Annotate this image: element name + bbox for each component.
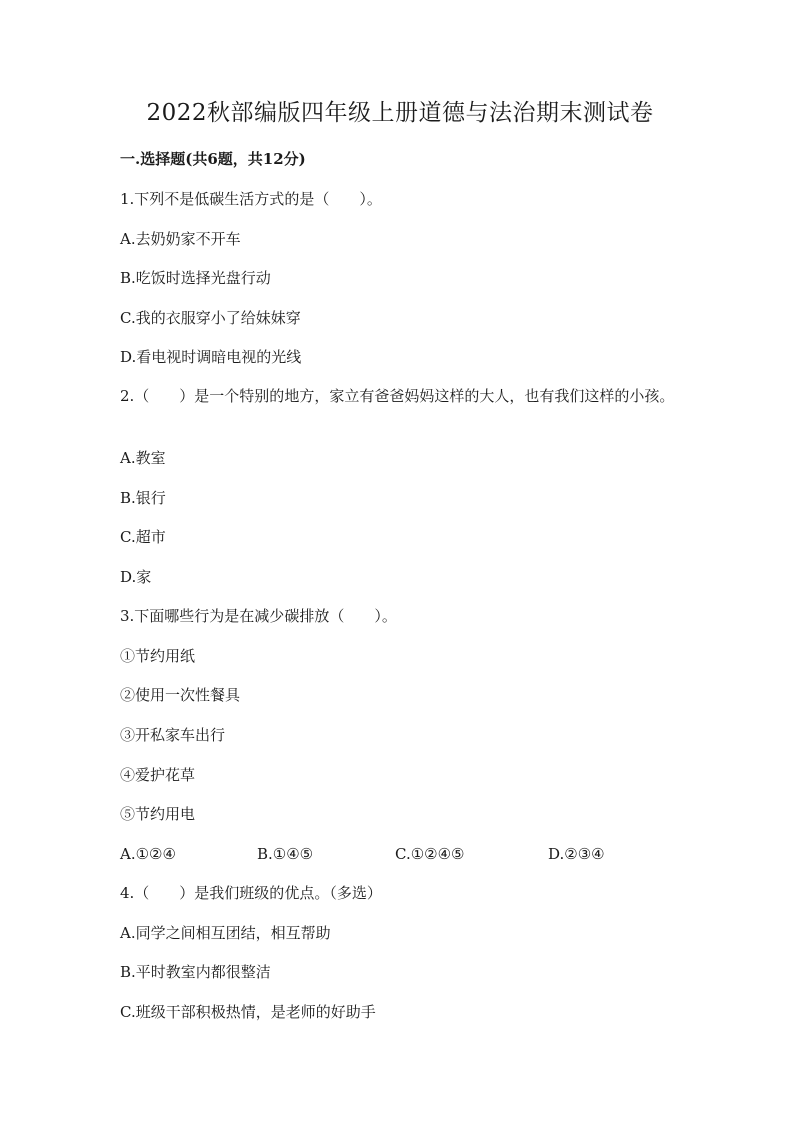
- question-1-stem: 1.下列不是低碳生活方式的是（ ）。: [120, 190, 382, 208]
- question-3-option-a: A.①②④: [120, 845, 176, 863]
- question-3-item-3: ③开私家车出行: [120, 726, 226, 744]
- question-3-item-5: ⑤节约用电: [120, 805, 196, 823]
- question-3-item-2: ②使用一次性餐具: [120, 686, 241, 704]
- question-2-stem: 2.（ ）是一个特别的地方，家立有爸爸妈妈这样的大人，也有我们这样的小孩。: [120, 387, 675, 405]
- question-1-option-d: D.看电视时调暗电视的光线: [120, 348, 302, 366]
- question-2-option-a: A.教室: [120, 449, 166, 467]
- page-title: 2022秋部编版四年级上册道德与法治期末测试卷: [146, 100, 654, 126]
- question-1-option-c: C.我的衣服穿小了给妹妹穿: [120, 309, 301, 327]
- question-4-option-b: B.平时教室内都很整洁: [120, 963, 271, 981]
- question-3-stem: 3.下面哪些行为是在减少碳排放（ ）。: [120, 607, 397, 625]
- question-3-item-4: ④爱护花草: [120, 766, 196, 784]
- section-heading: 一.选择题(共6题，共12分): [120, 150, 306, 168]
- question-3-item-1: ①节约用纸: [120, 647, 196, 665]
- question-4-option-a: A.同学之间相互团结，相互帮助: [120, 924, 331, 942]
- question-4-stem: 4.（ ）是我们班级的优点。（多选）: [120, 884, 382, 902]
- question-3-option-d: D.②③④: [548, 845, 605, 863]
- question-1-option-a: A.去奶奶家不开车: [120, 230, 241, 248]
- question-3-option-c: C.①②④⑤: [395, 845, 465, 863]
- question-2-option-c: C.超市: [120, 528, 166, 546]
- question-3-option-b: B.①④⑤: [257, 845, 314, 863]
- question-1-option-b: B.吃饭时选择光盘行动: [120, 269, 271, 287]
- question-2-option-d: D.家: [120, 568, 152, 586]
- question-2-option-b: B.银行: [120, 489, 166, 507]
- question-4-option-c: C.班级干部积极热情，是老师的好助手: [120, 1003, 376, 1021]
